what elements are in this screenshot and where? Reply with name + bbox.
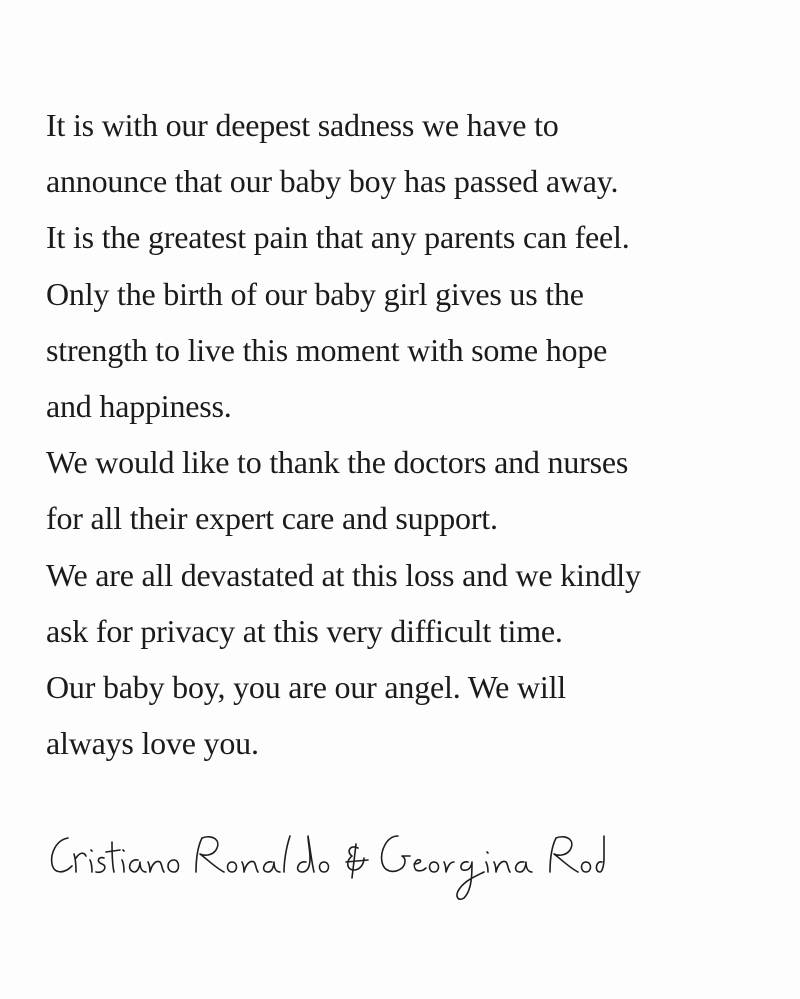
statement-line: for all their expert care and support. bbox=[46, 500, 498, 537]
signature-drawing bbox=[46, 818, 606, 908]
statement-line: strength to live this moment with some hope bbox=[46, 331, 608, 368]
statement-line: We would like to thank the doctors and nurses bbox=[46, 444, 629, 481]
statement-line: Only the birth of our baby girl gives us the bbox=[46, 275, 584, 312]
statement-line: Our baby boy, you are our angel. We will bbox=[46, 669, 566, 706]
statement-line: always love you. bbox=[46, 725, 259, 762]
statement-line: ask for privacy at this very difficult time. bbox=[46, 612, 563, 649]
handwritten-signature bbox=[46, 818, 606, 908]
statement-line: and happiness. bbox=[46, 388, 232, 425]
statement-text bbox=[46, 97, 776, 771]
statement-line: We are all devastated at this loss and we kindly bbox=[46, 556, 641, 593]
statement-line: announce that our baby boy has passed away. bbox=[46, 163, 619, 200]
statement-line: It is with our deepest sadness we have to bbox=[46, 107, 559, 143]
statement-line: It is the greatest pain that any parents can feel. bbox=[46, 219, 630, 256]
